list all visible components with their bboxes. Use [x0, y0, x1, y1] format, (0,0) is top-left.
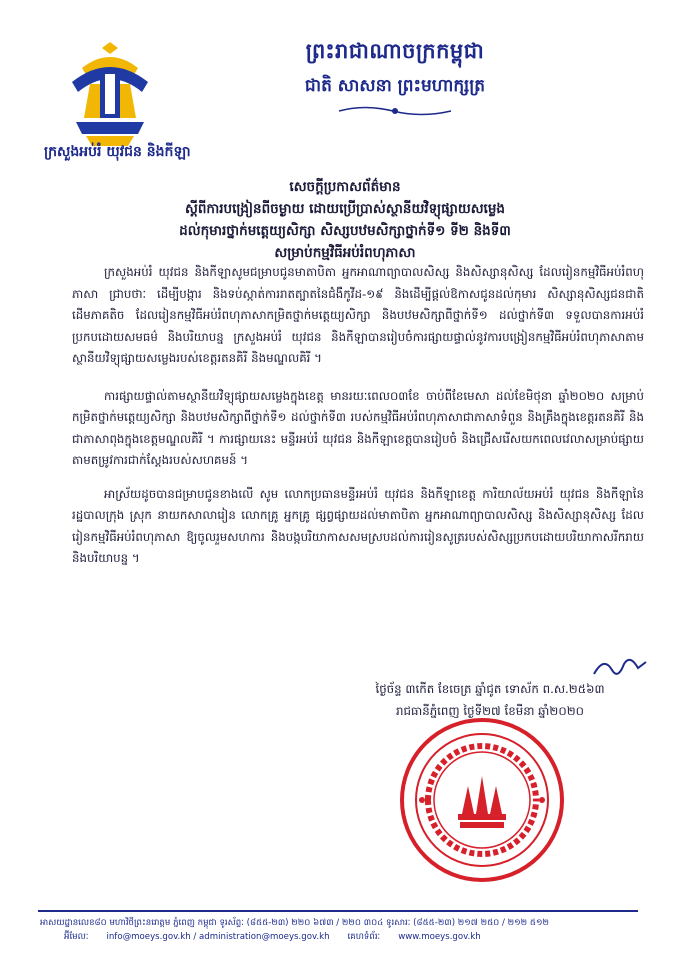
footer-divider — [38, 910, 638, 912]
footer-email-label: អ៊ីមែលៈ — [64, 932, 89, 942]
announcement-body — [72, 262, 644, 582]
kingdom-name: ព្រះរាជាណាចក្រកម្ពុជា — [305, 39, 485, 63]
footer-website[interactable]: www.moeys.gov.kh — [398, 932, 481, 942]
official-seal-icon — [398, 716, 566, 884]
title-line-2: ស្តីពីការបង្រៀនពីចម្ងាយ ដោយប្រើប្រាស់ស្ថានីយវិទ្យុផ្សាយសម្លេង — [185, 201, 505, 217]
footer-email[interactable]: info@moeys.gov.kh / administration@moeys.gov.kh — [106, 932, 330, 942]
paragraph-1: ក្រសួងអប់រំ យុវជន និងកីឡាសូមជម្រាបជូនមាតាបិតា អ្នកអាណាព្យាបាលសិស្ស និងសិស្សានុសិស្ស ដែលរៀនកម្មវិធីអប់រំពហុភាសា ជ្រាបថាៈ ដើម្បីបង្ការ និងទប់ស្កាត់ការរាតត្បាតនៃជំងឺកូវីដ-១៩ និងដើម្បីផ្តល់ឱកាសជូនដល់កុមារ សិស្សានុសិស្សជនជាតិដើមភាគតិច ដែលរៀនកម្មវិធីអប់រំពហុភាសាកម្រិតថ្នាក់មត្តេយ្យសិក្សា និងបឋមសិក្សាពីថ្នាក់ទី១ ដល់ថ្នាក់ទី៣ ទទួលបានការអប់រំប្រកបដោយសមធម៌ និងបរិយាបន្ន ក្រសួងអប់រំ យុវជន និងកីឡាបានរៀបចំការផ្សាយផ្ទាល់នូវការបង្រៀនកម្មវិធីអប់រំពហុភាសាតាមស្ថានីយវិទ្យុផ្សាយសម្លេងរបស់ខេត្តរតនគិរី និងមណ្ឌលគិរី ។ — [72, 265, 644, 365]
ministry-logo-icon — [62, 38, 158, 150]
kingdom-heading — [230, 38, 560, 118]
footer-contact — [40, 916, 640, 944]
paragraph-3: អាស្រ័យដូចបានជម្រាបជូនខាងលើ សូម លោកប្រធានមន្ទីរអប់រំ យុវជន និងកីឡាខេត្ត ការិយាល័យអប់រំ យុវជន និងកីឡានៃរដ្ឋបាលក្រុង ស្រុក នាយកសាលារៀន លោកគ្រូ អ្នកគ្រូ ផ្សព្វផ្សាយដល់មាតាបិតា អ្នកអាណាព្យាបាលសិស្ស និងសិស្សានុសិស្ស ដែលរៀនកម្មវិធីអប់រំពហុភាសា ឱ្យចូលរួមសហការ និងបង្កបរិយាកាសសមស្របដល់ការរៀនសូត្ររបស់សិស្សប្រកបដោយបរិយាកាសរីករាយ និងបរិយាបន្ន ។ — [72, 486, 644, 565]
lunar-date: ថ្ងៃច័ន្ទ ៣កើត ខែចេត្រ ឆ្នាំជូត ទោស័ក ព.ស.២៥៦៣ — [375, 682, 605, 696]
ministry-name: ក្រសួងអប់រំ យុវជន និងកីឡា — [44, 144, 191, 160]
title-line-4: សម្រាប់កម្មវិធីអប់រំពហុភាសា — [274, 245, 416, 261]
ornament-divider-icon — [335, 104, 455, 118]
title-line-3: ដល់កុមារថ្នាក់មត្តេយ្យសិក្សា សិស្សបឋមសិក្សាថ្នាក់ទី១ ទី២ និងទី៣ — [179, 223, 511, 239]
national-motto: ជាតិ សាសនា ព្រះមហាក្សត្រ — [304, 76, 486, 96]
footer-address: អាសយដ្ឋានលេខ៨០ មហាវិថីព្រះនរោត្តម ភ្នំពេញ កម្ពុជា ទូរស័ព្ទៈ (៨៥៥-២៣) ២២០ ៦៧៣ / ២២០ ៣០៤ ទូរសារៈ (៨៥៥-២៣) ២១៧ ២៥០ / ២១២ ៥១២ — [40, 918, 549, 928]
announcement-title — [60, 176, 630, 264]
paragraph-2: ការផ្សាយផ្ទាល់តាមស្ថានីយវិទ្យុផ្សាយសម្លេងក្នុងខេត្ត មានរយៈពេល០៣ខែ ចាប់ពីខែមេសា ដល់ខែមិថុនា ឆ្នាំ២០២០ សម្រាប់កម្រិតថ្នាក់មត្តេយ្យសិក្សា និងបឋមសិក្សាពីថ្នាក់ទី១ ដល់ថ្នាក់ទី៣ របស់កម្មវិធីអប់រំពហុភាសាជាភាសាទំពួន និងគ្រឹងក្នុងខេត្តរតនគិរី និងជាភាសាពុងក្នុងខេត្តមណ្ឌលគិរី ។ ការផ្សាយនេះ មន្ទីរអប់រំ យុវជន និងកីឡាខេត្តបានរៀបចំ និងជ្រើសរើសយកពេលវេលាសម្រាប់ផ្សាយ តាមតម្រូវការជាក់ស្តែងរបស់សហគមន៍ ។ — [72, 388, 644, 467]
title-line-1: សេចក្តីប្រកាសព័ត៌មាន — [289, 179, 401, 195]
solar-date: រាជធានីភ្នំពេញ ថ្ងៃទី២៧ ខែមីនា ឆ្នាំ២០២០ — [396, 704, 584, 718]
footer-website-label: គេហទំព័រៈ — [347, 932, 381, 942]
